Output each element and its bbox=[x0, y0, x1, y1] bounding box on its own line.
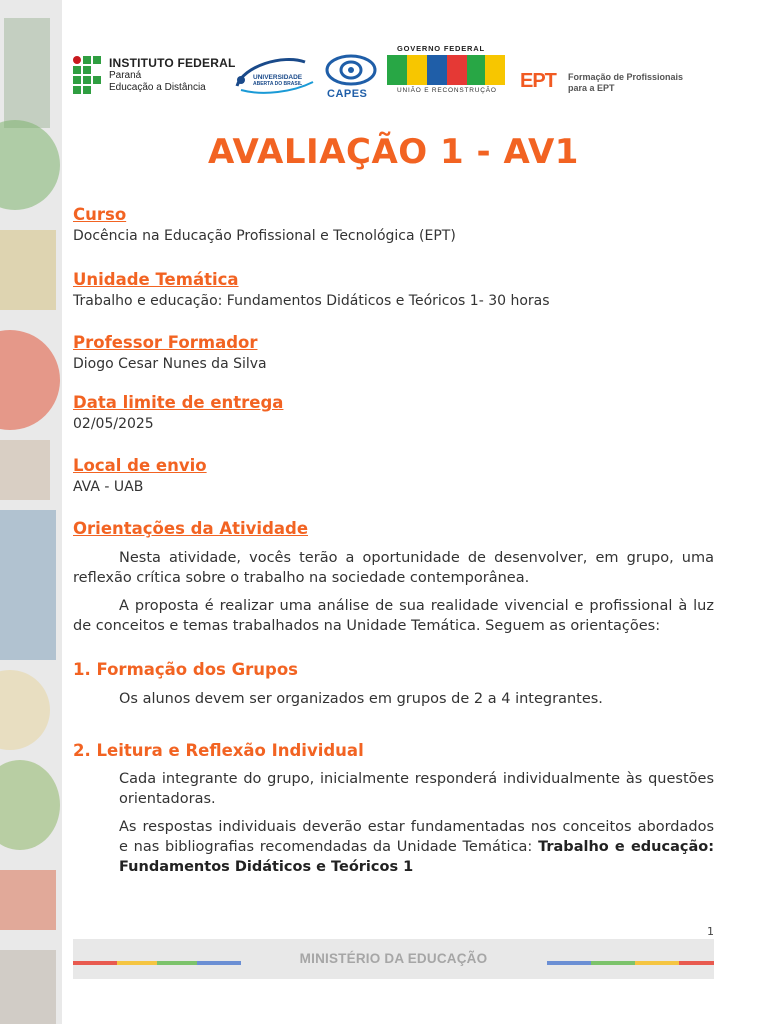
capes-logo bbox=[323, 50, 379, 100]
brasil-wordmark bbox=[387, 55, 505, 85]
section-heading-leitura: 2. Leitura e Reflexão Individual bbox=[73, 741, 364, 760]
if-name: INSTITUTO FEDERAL bbox=[109, 56, 236, 70]
field-label: Local de envio bbox=[73, 456, 207, 475]
decor-shape bbox=[0, 950, 56, 1024]
gov-top-text: GOVERNO FEDERAL bbox=[397, 44, 485, 53]
footer-bar bbox=[73, 939, 714, 979]
leitura-text-plain: As respostas individuais deverão estar fundamentadas nos conceitos abordados e nas bibliografias recomendadas da Unidade Temática: bbox=[119, 819, 714, 855]
field-value: Trabalho e educação: Fundamentos Didáticos e Teóricos 1- 30 horas bbox=[73, 293, 550, 309]
gov-slogan: UNIÃO E RECONSTRUÇÃO bbox=[397, 87, 497, 94]
uab-label-line2: ABERTA DO BRASIL bbox=[253, 81, 303, 87]
ept-line1: Formação de Profissionais bbox=[568, 72, 684, 82]
instituto-federal-logo bbox=[73, 56, 243, 98]
section-text-leitura-1: Cada integrante do grupo, inicialmente responderá individualmente às questões orientadoras. bbox=[119, 771, 714, 807]
field-label: Unidade Temática bbox=[73, 270, 239, 289]
uab-label-line1: UNIVERSIDADE bbox=[253, 74, 303, 81]
field-orientacoes bbox=[73, 518, 714, 540]
field-label: Data limite de entrega bbox=[73, 393, 284, 412]
capes-eye-icon bbox=[323, 50, 379, 88]
page-number: 1 bbox=[707, 925, 714, 938]
field-data-limite bbox=[73, 392, 714, 434]
section-heading-grupos: 1. Formação dos Grupos bbox=[73, 660, 298, 679]
uab-logo bbox=[233, 56, 319, 98]
decor-shape bbox=[0, 870, 56, 930]
leitura-text-bold: Trabalho e educação: Fundamentos Didáticos e Teóricos 1 bbox=[119, 839, 714, 875]
governo-federal-logo bbox=[387, 44, 507, 98]
section-text-grupos: Os alunos devem ser organizados em grupos de 2 a 4 integrantes. bbox=[119, 691, 603, 707]
if-grid-icon bbox=[73, 56, 103, 96]
ept-mark: EPT bbox=[520, 70, 556, 92]
ept-logo bbox=[520, 70, 700, 98]
field-label: Professor Formador bbox=[73, 333, 258, 352]
page-title: AVALIAÇÃO 1 - AV1 bbox=[208, 132, 579, 172]
field-local-envio bbox=[73, 455, 714, 497]
field-label: Orientações da Atividade bbox=[73, 519, 309, 538]
decor-shape bbox=[0, 670, 50, 750]
paragraph-proposta: A proposta é realizar uma análise de sua realidade vivencial e profissional à luz de conceitos e temas trabalhados na Unidade Temática. Seguem as orientações: bbox=[73, 598, 714, 634]
field-unidade-tematica bbox=[73, 269, 714, 311]
decor-shape bbox=[0, 760, 60, 850]
field-value: Diogo Cesar Nunes da Silva bbox=[73, 356, 267, 372]
field-professor bbox=[73, 332, 714, 374]
if-department: Educação a Distância bbox=[109, 82, 206, 93]
decor-shape bbox=[0, 440, 50, 500]
field-label: Curso bbox=[73, 205, 127, 224]
field-value: Docência na Educação Profissional e Tecnológica (EPT) bbox=[73, 228, 456, 244]
section-text-leitura-2 bbox=[119, 817, 714, 877]
decor-shape bbox=[0, 510, 56, 660]
paragraph-intro: Nesta atividade, vocês terão a oportunidade de desenvolver, em grupo, uma reflexão crítica sobre o trabalho na sociedade contemporânea. bbox=[73, 550, 714, 586]
field-curso bbox=[73, 204, 714, 246]
decorative-side-strip bbox=[0, 0, 62, 1024]
decor-shape bbox=[0, 120, 60, 210]
field-value: 02/05/2025 bbox=[73, 416, 154, 432]
header-logos bbox=[73, 44, 714, 102]
field-value: AVA - UAB bbox=[73, 479, 144, 495]
decor-shape bbox=[0, 230, 56, 310]
capes-label: CAPES bbox=[327, 88, 368, 100]
decor-shape bbox=[0, 330, 60, 430]
if-campus: Paraná bbox=[109, 70, 142, 81]
ept-line2: para a EPT bbox=[568, 83, 615, 93]
decor-shape bbox=[4, 18, 50, 128]
footer-ministry-text: MINISTÉRIO DA EDUCAÇÃO bbox=[299, 951, 488, 966]
